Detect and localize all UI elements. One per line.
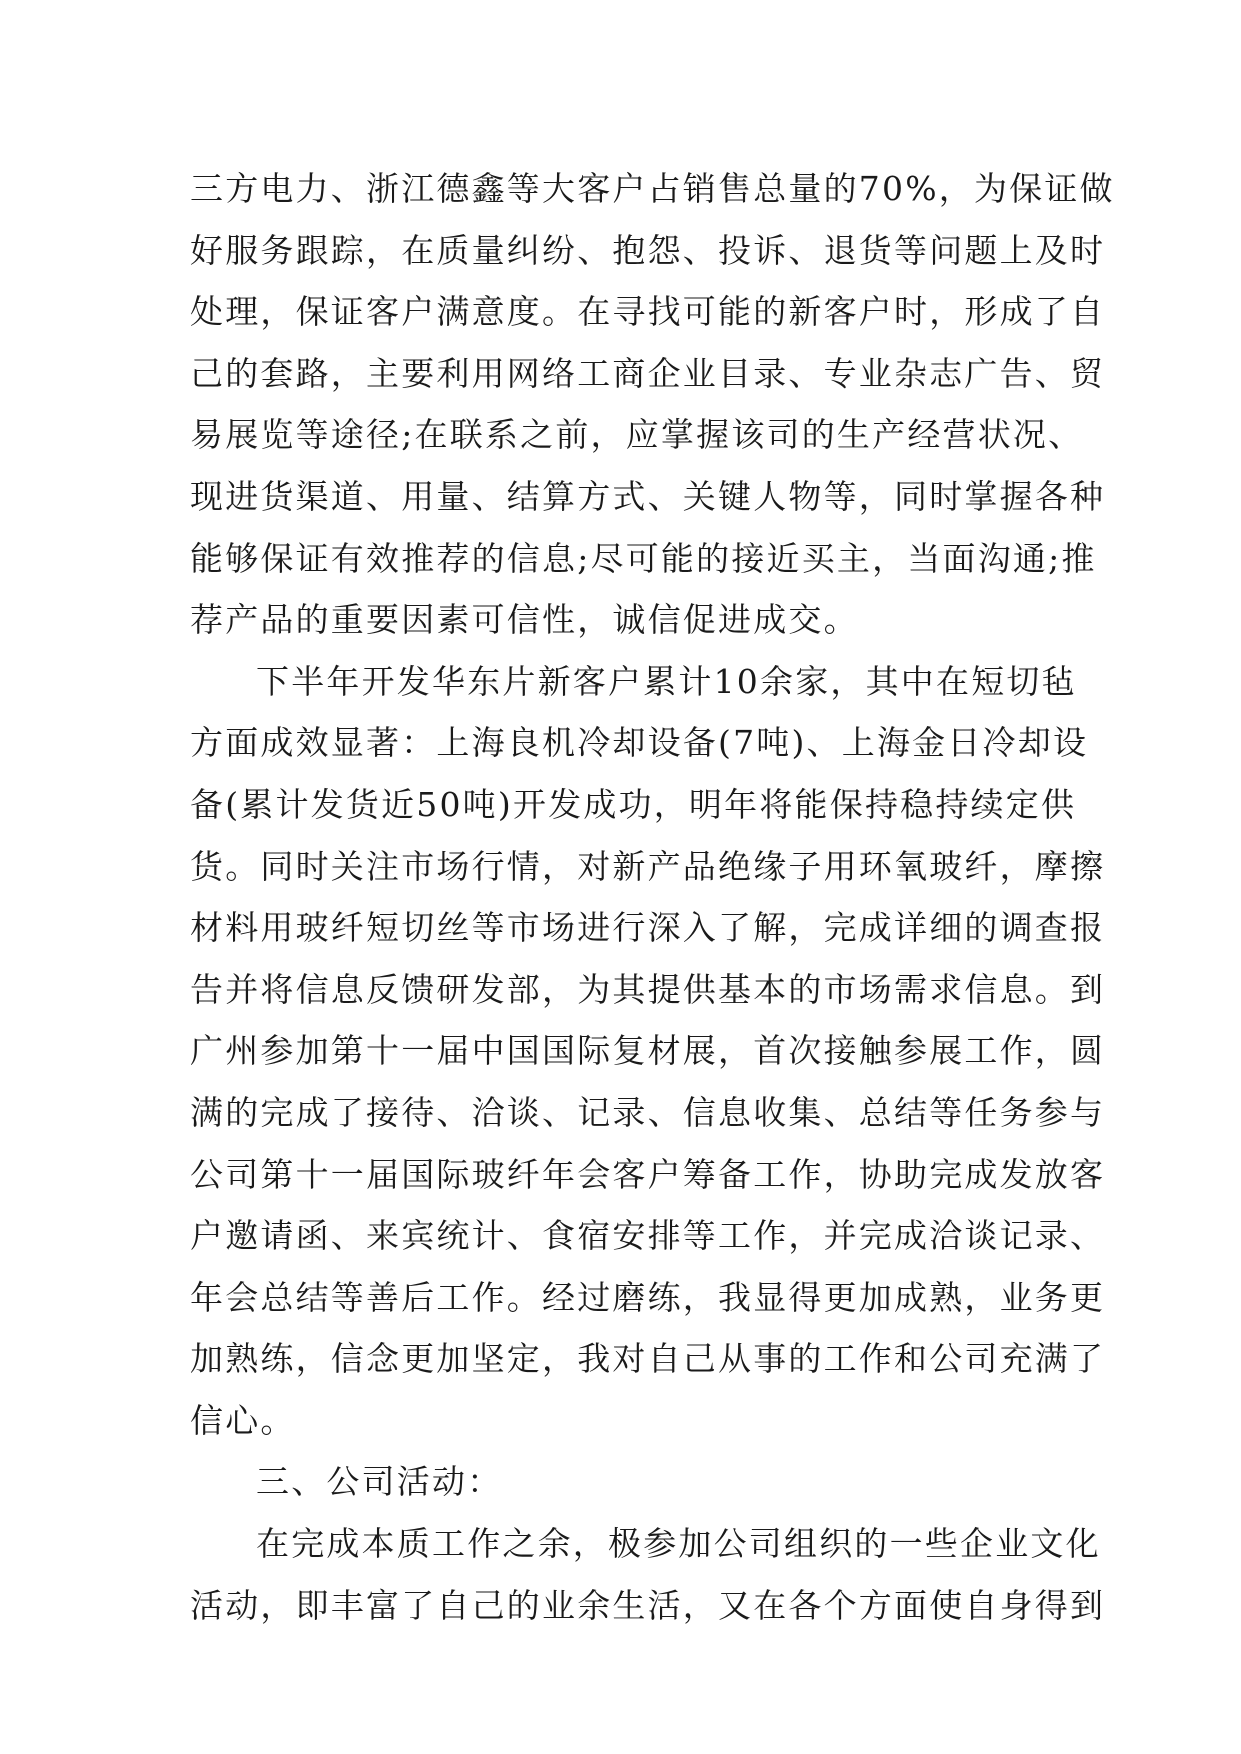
paragraph-start-line: 下半年开发华东片新客户累计10余家，其中在短切毡 (256, 661, 1077, 701)
text-line: 年会总结等善后工作。经过磨练，我显得更加成熟，业务更 (190, 1277, 1106, 1317)
text-line: 广州参加第十一届中国国际复材展，首次接触参展工作，圆 (190, 1031, 1106, 1071)
text-line: 满的完成了接待、洽谈、记录、信息收集、总结等任务参与 (190, 1092, 1106, 1132)
text-line: 材料用玻纤短切丝等市场进行深入了解，完成详细的调查报 (190, 908, 1106, 948)
section-heading: 三、公司活动： (256, 1462, 503, 1502)
text-line: 户邀请函、来宾统计、食宿安排等工作，并完成洽谈记录、 (190, 1216, 1106, 1256)
text-line: 活动，即丰富了自己的业余生活，又在各个方面使自身得到 (190, 1585, 1106, 1625)
text-line: 公司第十一届国际玻纤年会客户筹备工作，协助完成发放客 (190, 1154, 1106, 1194)
text-line: 好服务跟踪，在质量纠纷、抱怨、投诉、退货等问题上及时 (190, 230, 1106, 270)
text-line: 易展览等途径;在联系之前，应掌握该司的生产经营状况、 (190, 415, 1084, 455)
text-line: 三方电力、浙江德鑫等大客户占销售总量的70%，为保证做 (190, 169, 1115, 208)
text-line: 己的套路，主要利用网络工商企业目录、专业杂志广告、贸 (190, 353, 1106, 393)
text-line: 备(累计发货近50吨)开发成功，明年将能保持稳持续定供 (190, 784, 1077, 824)
document-body (190, 158, 1115, 1636)
text-line: 加熟练，信念更加坚定，我对自己从事的工作和公司充满了 (190, 1339, 1106, 1379)
text-line: 处理，保证客户满意度。在寻找可能的新客户时，形成了自 (190, 292, 1106, 332)
text-line: 方面成效显著：上海良机冷却设备(7吨)、上海金日冷却设 (190, 723, 1089, 763)
text-line: 告并将信息反馈研发部，为其提供基本的市场需求信息。到 (190, 969, 1106, 1009)
text-line: 信心。 (190, 1400, 296, 1440)
text-line: 能够保证有效推荐的信息;尽可能的接近买主，当面沟通;推 (190, 538, 1097, 578)
text-line: 荐产品的重要因素可信性，诚信促进成交。 (190, 600, 859, 640)
paragraph-start-line: 在完成本质工作之余，极参加公司组织的一些企业文化 (256, 1524, 1101, 1564)
text-line: 现进货渠道、用量、结算方式、关键人物等，同时掌握各种 (190, 476, 1106, 516)
text-line: 货。同时关注市场行情，对新产品绝缘子用环氧玻纤，摩擦 (190, 846, 1106, 886)
